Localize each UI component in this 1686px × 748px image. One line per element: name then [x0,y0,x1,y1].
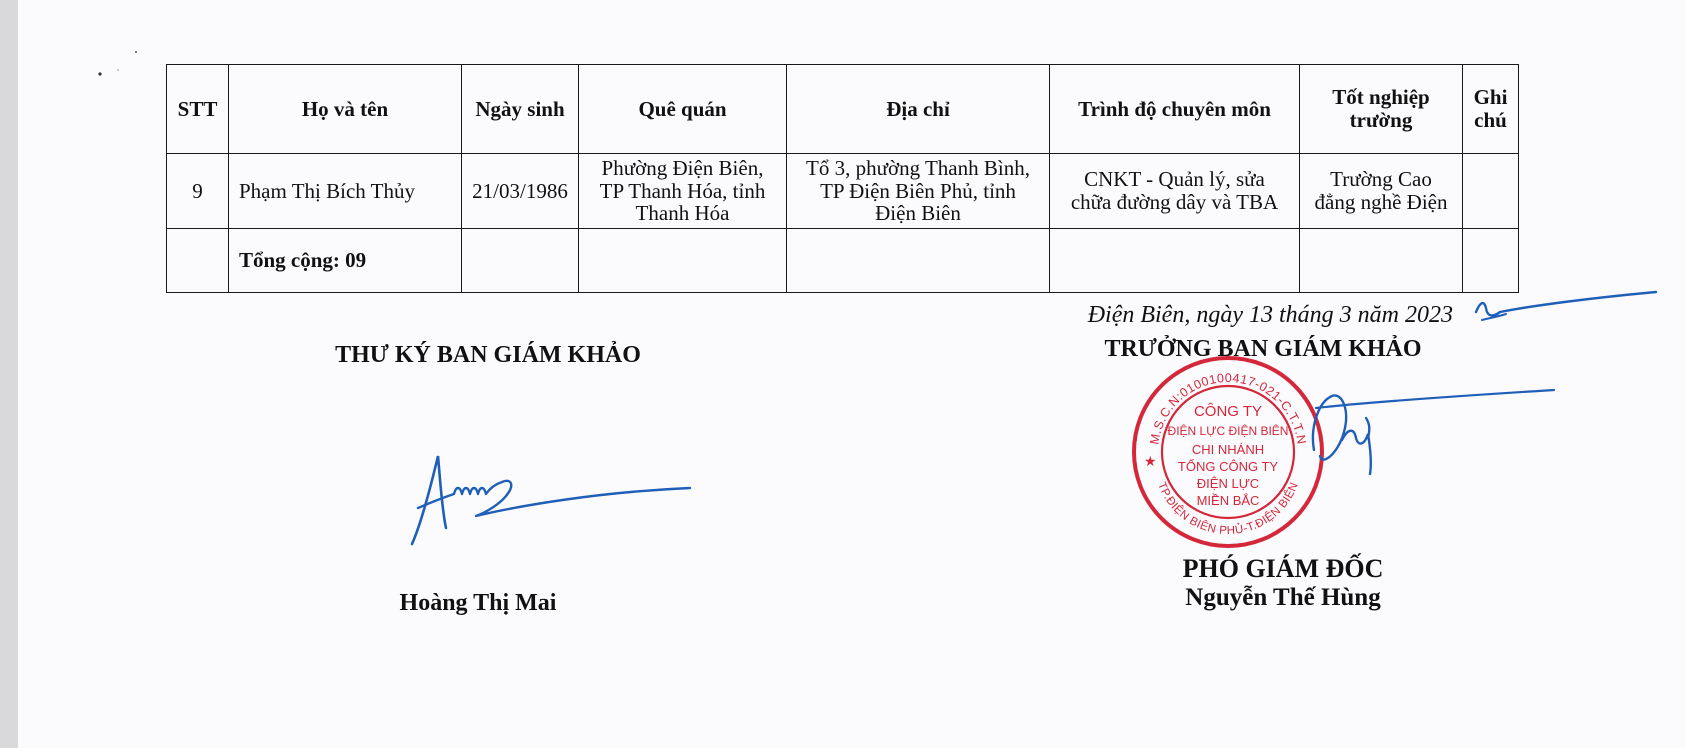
secretary-signature [398,448,698,548]
table-row [167,154,1519,229]
cell-empty [1050,229,1300,293]
header-address: Địa chỉ [787,65,1050,154]
header-stt: STT [167,65,229,154]
stamp-line: CHI NHÁNH [1191,442,1265,457]
cell-line: Điện Biên [875,201,961,226]
chairman-title: PHÓ GIÁM ĐỐC [1182,554,1384,583]
header-note-line: chú [1474,108,1507,132]
stamp-star-icon: ★ [1144,454,1157,470]
place-date: Điện Biên, ngày 13 tháng 3 năm 2023 [1087,302,1453,328]
cell-line: CNKT - Quản lý, sửa [1084,167,1265,192]
stamp-outer-top: M.S.C.N:0100100417-021-C.T.T.N [1147,370,1309,446]
chairman-name: Nguyễn Thế Hùng [1185,584,1381,611]
cell-note [1463,154,1519,229]
scan-specks [78,40,148,80]
header-dob: Ngày sinh [462,65,579,154]
cell-line: Thanh Hóa [635,201,730,226]
cell-line: TP Thanh Hóa, tỉnh [599,178,766,203]
header-school-line: Tốt nghiệp [1332,85,1430,110]
secretary-name: Hoàng Thị Mai [399,590,557,616]
cell-stt: 9 [167,154,229,229]
cell-name: Phạm Thị Bích Thủy [229,154,462,229]
cell-empty [1300,229,1463,293]
cell-qualification [1050,154,1300,229]
cell-line: Tổ 3, phường Thanh Bình, [806,155,1030,180]
stamp-line: MIỀN BẮC [1196,493,1260,508]
stamp-line: TỔNG CÔNG TY [1177,459,1279,474]
header-hometown: Quê quán [579,65,787,154]
cell-empty [462,229,579,293]
cell-line: TP Điện Biên Phủ, tỉnh [820,178,1016,203]
stamp-line: CÔNG TY [1193,403,1263,420]
cell-empty [787,229,1050,293]
cell-empty [1463,229,1519,293]
cell-line: chữa đường dây và TBA [1070,190,1279,214]
chairman-role: TRƯỞNG BAN GIÁM KHẢO [1104,336,1422,362]
stamp-line: ĐIỆN LỰC [1196,476,1260,491]
candidate-table [166,64,1519,293]
cell-line: Phường Điện Biên, [601,155,764,180]
cell-empty [167,229,229,293]
stamp-outer-bottom: TP.ĐIỆN BIÊN PHỦ-T.ĐIỆN BIÊN [1155,480,1301,538]
secretary-role: THƯ KÝ BAN GIÁM KHẢO [335,342,641,368]
cell-dob: 21/03/1986 [462,154,579,229]
total-label: Tổng cộng: 09 [229,229,462,293]
header-note-line: Ghi [1473,85,1508,110]
ink-tick-mark [1470,290,1660,330]
cell-address [787,154,1050,229]
cell-school [1300,154,1463,229]
header-qualification: Trình độ chuyên môn [1050,65,1300,154]
chairman-signature [1308,388,1558,478]
cell-line: Trường Cao [1330,167,1432,192]
cell-hometown [579,154,787,229]
cell-line: đẳng nghề Điện [1314,190,1448,214]
cell-empty [579,229,787,293]
table-total-row [167,229,1519,293]
header-name: Họ và tên [229,65,462,154]
table-header-row [167,65,1519,154]
header-school-line: trường [1349,108,1413,132]
stamp-line: ĐIỆN LỰC ĐIỆN BIÊN [1167,424,1289,438]
header-note [1463,65,1519,154]
company-stamp [1128,352,1328,552]
header-school [1300,65,1463,154]
